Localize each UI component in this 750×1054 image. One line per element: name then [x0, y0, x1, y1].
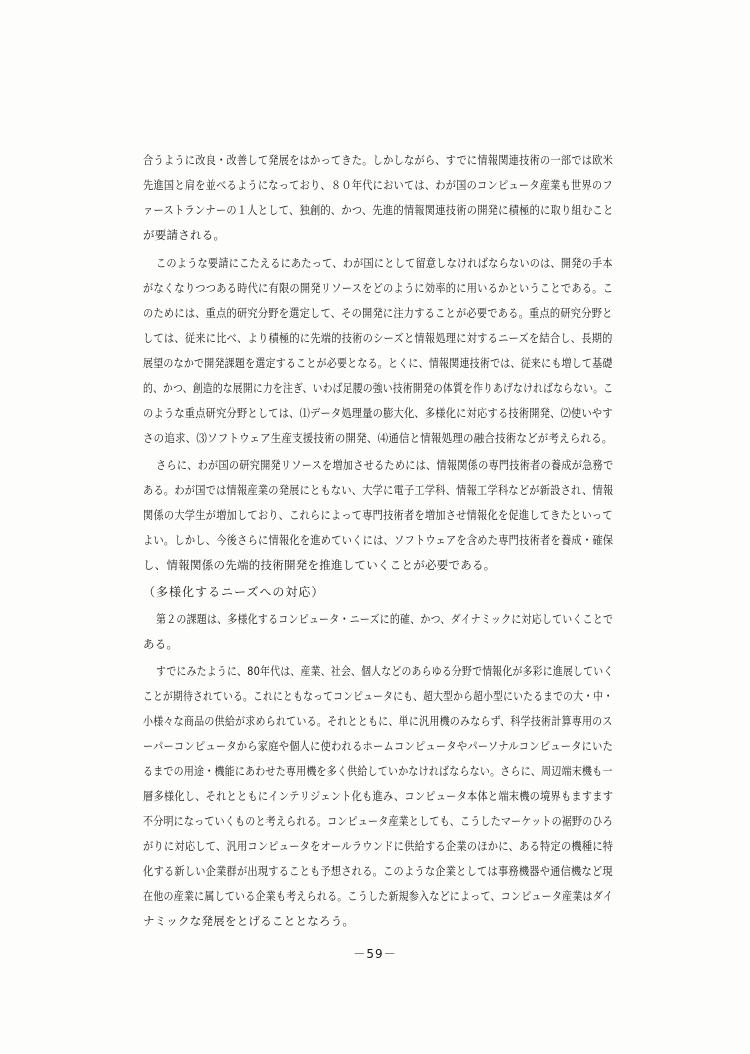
body-text-line: 在他の産業に属している企業も考えられる。こうした新規参入などによって、コンピュータ産業はダイ: [143, 889, 614, 903]
body-text-line: のためには、重点的研究分野を選定して、その開発に注力することが必要である。重点的研究分野と: [143, 306, 613, 320]
page-number: －59－: [353, 947, 397, 961]
body-text-line: 小様々な商品の供給が求められている。それとともに、単に汎用機のみならず、科学技術計算専用のス: [143, 714, 613, 728]
body-text-line: 合うように改良・改善して発展をはかってきた。しかしながら、すでに情報関連技術の一部では欧米: [143, 153, 614, 167]
body-text-line: 先進国と肩を並べるようになっており、８０年代においては、わが国のコンピュータ産業も世界のフ: [143, 178, 613, 192]
body-text-line: しては、従来に比べ、より積極的に先端的技術のシーズと情報処理に対するニーズを結合し、長期的: [143, 331, 613, 345]
body-text-line: 化する新しい企業群が出現することも予想される。このような企業としては事務機器や通信機など現: [143, 864, 613, 878]
body-text-line: 第２の課題は、多様化するコンピュータ・ニーズに的確、かつ、ダイナミックに対応していくことで: [156, 612, 614, 626]
body-text-line: がなくなりつつある時代に有限の開発リソースをどのように効率的に用いるかということである。こ: [143, 281, 614, 295]
body-text-line: るまでの用途・機能にあわせた専用機を多く供給していかなければならない。さらに、周辺端末機も一: [143, 764, 613, 778]
body-text-line: がりに対応して、汎用コンピュータをオールラウンドに供給する企業のほかに、ある特定の機種に特: [143, 839, 614, 853]
body-text-line: すでにみたように、80年代は、産業、社会、個人などのあらゆる分野で情報化が多彩に進展していく: [156, 664, 614, 678]
body-text-line: 的、かつ、創造的な展開に力を注ぎ、いわば足腰の強い技術開発の体質を作りあげなければならない。こ: [143, 381, 614, 395]
body-text-line: 展望のなかで開発課題を選定することが必要となる。とくに、情報関連技術では、従来にも増して基礎: [143, 356, 613, 370]
body-text-line: し、情報関係の先端的技術開発を推進していくことが必要である。: [143, 558, 496, 572]
section-heading: （多様化するニーズへの対応）: [143, 585, 325, 599]
body-text-line: ァーストランナーの１人として、独創的、かつ、先進的情報関連技術の開発に積極的に取り組むこと: [143, 203, 614, 217]
body-text-line: が要請される。: [143, 228, 226, 242]
body-text-line: このような要請にこたえるにあたって、わが国にとして留意しなければならないのは、開発の手本: [156, 256, 613, 270]
body-text-line: のような重点研究分野としては、⑴データ処理量の膨大化、多様化に対応する技術開発、⑵使いやす: [143, 406, 613, 420]
body-text-line: ある。: [143, 637, 179, 651]
body-text-line: さの追求、⑶ソフトウェア生産支援技術の開発、⑷通信と情報処理の融合技術などが考えられる。: [143, 431, 613, 445]
body-text-line: 層多様化し、それとともにインテリジェント化も進み、コンピュータ本体と端末機の境界もますます: [143, 789, 614, 803]
body-text-line: ナミックな発展をとげることとなろう。: [143, 914, 355, 928]
body-text-line: よい。しかし、今後さらに情報化を進めていくには、ソフトウェアを含めた専門技術者を養成・確保: [143, 533, 614, 547]
body-text-line: 不分明になっていくものと考えられる。コンピュータ産業としても、こうしたマーケットの裾野のひろ: [143, 814, 613, 828]
body-text-line: ことが期待されている。これにともなってコンピュータにも、超大型から超小型にいたるまでの大・中・: [143, 689, 614, 703]
body-text-line: ある。わが国では情報産業の発展にともない、大学に電子工学科、情報工学科などが新設され、情報: [143, 483, 614, 497]
body-text-line: さらに、わが国の研究開発リソースを増加させるためには、情報関係の専門技術者の養成が急務で: [156, 458, 614, 472]
body-text-line: ーパーコンピュータから家庭や個人に使われるホームコンピュータやパーソナルコンピュータにいた: [143, 739, 614, 753]
body-text-line: 関係の大学生が増加しており、これらによって専門技術者を増加させ情報化を促進してきたといって: [143, 508, 613, 522]
